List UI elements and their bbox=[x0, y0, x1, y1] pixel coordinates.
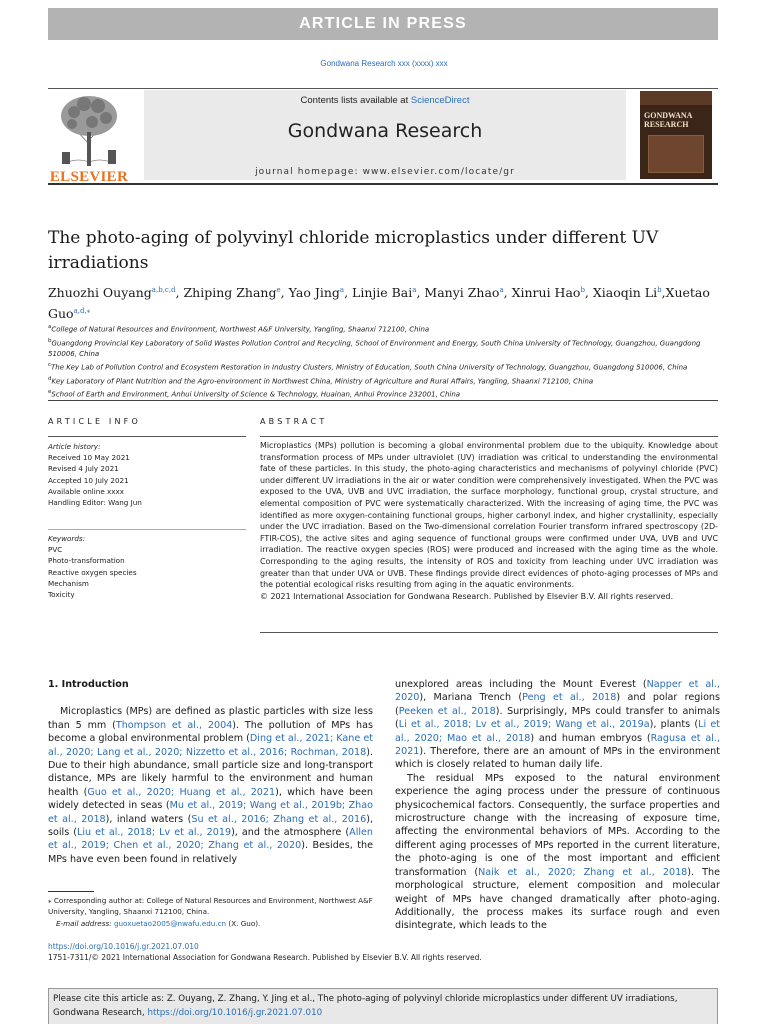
history-list bbox=[48, 452, 248, 508]
masthead-bottom-rule bbox=[48, 183, 718, 185]
citation-link[interactable]: Peeken et al., 2018 bbox=[398, 705, 496, 717]
elsevier-wordmark: ELSEVIER bbox=[49, 169, 129, 185]
affiliation-list bbox=[48, 322, 728, 401]
affiliation-text: School of Earth and Environment, Anhui University of Science & Technology, Huainan, Anhui Province 232001, China bbox=[51, 390, 461, 399]
elsevier-logo[interactable] bbox=[48, 92, 130, 185]
article-title: The photo-aging of polyvinyl chloride microplastics under different UV irradiations bbox=[48, 228, 659, 273]
affiliation-item bbox=[48, 387, 728, 401]
author-affiliation-marker[interactable]: a bbox=[412, 286, 417, 294]
affiliation-item bbox=[48, 374, 728, 388]
intro-paragraph-1-cont bbox=[395, 678, 720, 772]
intro-paragraph-2 bbox=[395, 772, 720, 933]
citation-text: Please cite this article as: Z. Ouyang, Z. Zhang, Y. Jing et al., The photo-aging of polyvinyl chloride microplastics under different UV irradiations, Gondwana Research, bbox=[53, 994, 678, 1018]
history-item: Handling Editor: Wang Jun bbox=[48, 498, 142, 508]
body-text: ), which have been widely detected in seas ( bbox=[48, 786, 373, 812]
contents-prefix: Contents lists available at bbox=[300, 95, 411, 106]
author-affiliation-marker[interactable]: a bbox=[499, 286, 504, 294]
author-name[interactable]: Zhiping Zhang bbox=[183, 285, 277, 301]
article-in-press-banner: ARTICLE IN PRESS bbox=[48, 8, 718, 40]
citation-link[interactable]: Napper et al., 2020 bbox=[395, 679, 720, 704]
abstract-body bbox=[260, 440, 718, 602]
abstract-text: Microplastics (MPs) pollution is becoming a global environmental problem due to the ubiquity. Knowledge about transformation process of MPs under ultraviolet (UV) irradiation was critical to understanding the environmental fate of these particles. In this study, the photo-aging characteristics and mechanisms of polyvinyl chloride (PVC) under different UV irradiations in the air or water condition were comprehensively investigated. When the PVC was exposed to the UVA, UVB and UVC irradiation, the surface morphology, functional group, crystal structure, and elemental composition of PVC were systematically characterized. With the increasing of aging time, the PVC was identified as more oxygen-containing functional groups, higher carbonyl index, and higher crystallinity, especially under the UVC irradiation. Based on the Two-dimensional correlation Fourier transform infrared spectroscopy (2D-FTIR-COS), the active sites and aging sequence of functional groups were confirmed under UVA, UVB and UVC irradiation. The reactive oxygen species (ROS) were produced and increased with the aging time as the whole. Corresponding to the aging results, the intensity of ROS and toxicity from leaching under UVC irradiation was greater than that under UVA or UVB. These findings provide direct evidences of photo-aging processes of MPs and the potential ecological risks resulting from aging in the aquatic environments. bbox=[260, 441, 718, 590]
body-text: ), and the atmosphere ( bbox=[231, 827, 350, 839]
body-text: ). The pollution of MPs has become a global environmental problem ( bbox=[48, 719, 373, 745]
journal-header-box bbox=[144, 90, 626, 180]
body-text: ) and human embryos ( bbox=[530, 732, 651, 744]
body-column-right bbox=[395, 678, 720, 933]
cover-top-strip bbox=[640, 91, 712, 105]
issn-copyright-line: 1751-7311/© 2021 International Association for Gondwana Research. Published by Elsevier B.V. All rights reserved. bbox=[48, 953, 482, 962]
abstract-bottom-rule bbox=[260, 632, 718, 633]
article-info-heading: ARTICLE INFO bbox=[48, 417, 141, 426]
cover-photo bbox=[648, 135, 704, 173]
contents-available-line bbox=[144, 95, 626, 106]
affiliation-marker: e bbox=[48, 389, 52, 396]
citation-link[interactable]: Naik et al., 2020; Zhang et al., 2018 bbox=[478, 866, 688, 878]
abstract-copyright: © 2021 International Association for Gondwana Research. Published by Elsevier B.V. All rights reserved. bbox=[260, 591, 674, 601]
body-text: ) and polar regions ( bbox=[395, 692, 721, 717]
keywords-block bbox=[48, 533, 248, 600]
history-label: Article history: bbox=[48, 442, 101, 451]
author-name[interactable]: Linjie Bai bbox=[352, 285, 413, 301]
journal-title: Gondwana Research bbox=[287, 120, 483, 142]
journal-reference-link[interactable]: Gondwana Research xxx (xxxx) xxx bbox=[320, 59, 448, 68]
body-text: ). Therefore, there are an amount of MPs in the environment which is closely related to human daily life. bbox=[395, 746, 720, 771]
body-text: ). Surprisingly, MPs could transfer to animals ( bbox=[395, 705, 720, 731]
body-text: ), plants ( bbox=[649, 719, 699, 731]
keywords-rule bbox=[48, 529, 246, 530]
abstract-rule bbox=[260, 436, 718, 437]
citation-link[interactable]: Liu et al., 2018; Lv et al., 2019 bbox=[76, 827, 232, 839]
body-text: ), inland waters ( bbox=[105, 813, 192, 825]
author-separator: , bbox=[661, 285, 666, 301]
email-line bbox=[48, 918, 378, 929]
cover-title-text: GONDWANA RESEARCH bbox=[644, 111, 693, 129]
history-item: Revised 4 July 2021 bbox=[48, 464, 119, 474]
affiliation-marker: d bbox=[48, 375, 52, 382]
body-text: Microplastics (MPs) are defined as plastic particles with size less than 5 mm ( bbox=[48, 706, 373, 731]
author-separator: , bbox=[344, 285, 353, 301]
citation-link[interactable]: Ding et al., 2021; Kane et al., 2020; Lang et al., 2020; Nizzetto et al., 2016; Rochman, 2018 bbox=[48, 733, 373, 758]
affiliation-item bbox=[48, 336, 728, 361]
affiliation-text: Guangdong Provincial Key Laboratory of Solid Wastes Pollution Control and Recycling, School of Environment and Energy, South China University of Technology, Guangzhou, Guangdong 510006, China bbox=[48, 338, 701, 359]
body-text: ). Due to their high abundance, small particle size and long-transport distance, MPs are likely harmful to the environment and human health ( bbox=[48, 746, 373, 798]
journal-cover-image[interactable] bbox=[640, 91, 712, 179]
abstract-heading: ABSTRACT bbox=[260, 417, 328, 426]
author-affiliation-marker[interactable]: a,d,⁎ bbox=[73, 307, 91, 316]
history-item: Available online xxxx bbox=[48, 486, 125, 496]
author-name[interactable]: Xuetao Guo bbox=[48, 285, 710, 322]
history-item: Received 10 May 2021 bbox=[48, 453, 130, 463]
author-list bbox=[48, 281, 728, 323]
author-affiliation-marker[interactable]: a,b,c,d bbox=[151, 286, 176, 294]
affiliation-text: Key Laboratory of Plant Nutrition and the Agro-environment in Northwest China, Ministry of Agriculture and Rural Affairs, Yangling, Shaanxi 712100, China bbox=[51, 377, 594, 386]
affiliation-text: College of Natural Resources and Environment, Northwest A&F University, Yangling, Shaanxi 712100, China bbox=[51, 325, 430, 334]
body-text: ). The morphological structure, element composition and molecular weight of MPs have changed dramatically after photo-aging. Additionally, the process makes its surface rough and even disintegrate, which leads to the bbox=[395, 866, 720, 932]
author-name[interactable]: Xiaoqin Li bbox=[592, 285, 658, 301]
author-name[interactable]: Xinrui Hao bbox=[511, 285, 581, 301]
citation-link[interactable]: Li et al., 2018; Lv et al., 2019; Wang et al., 2019a bbox=[398, 719, 650, 731]
affiliation-item bbox=[48, 360, 728, 374]
citation-link[interactable]: Peng et al., 2018 bbox=[522, 692, 617, 704]
article-info-rule bbox=[48, 436, 246, 437]
header-divider bbox=[48, 400, 718, 401]
author-separator: , bbox=[584, 285, 593, 301]
author-separator: , bbox=[416, 285, 425, 301]
affiliation-marker: a bbox=[48, 324, 52, 330]
keywords-list bbox=[48, 544, 248, 600]
email-label: E-mail address: bbox=[56, 918, 112, 928]
citation-link[interactable]: Allen et al., 2019; Chen et al., 2020; Zhang et al., 2020 bbox=[48, 827, 374, 852]
journal-masthead bbox=[48, 88, 718, 184]
citation-link[interactable]: Thompson et al., 2004 bbox=[115, 719, 233, 731]
citation-link[interactable]: Guo et al., 2020; Huang et al., 2021 bbox=[87, 786, 276, 798]
keyword-item: Photo-transformation bbox=[48, 556, 125, 566]
author-separator: , bbox=[175, 285, 184, 301]
affiliation-item bbox=[48, 322, 728, 336]
citation-doi-link[interactable]: https://doi.org/10.1016/j.gr.2021.07.010 bbox=[147, 1007, 323, 1018]
author-affiliation-marker[interactable]: b bbox=[580, 286, 585, 294]
citation-box bbox=[48, 988, 718, 1024]
author-affiliation-marker[interactable]: b bbox=[657, 286, 662, 294]
body-text: unexplored areas including the Mount Everest ( bbox=[395, 679, 647, 690]
keyword-item: Mechanism bbox=[48, 578, 89, 588]
intro-paragraph-1 bbox=[48, 705, 373, 866]
journal-homepage[interactable]: journal homepage: www.elsevier.com/locate/gr bbox=[255, 167, 515, 177]
footnote-rule bbox=[48, 891, 94, 892]
author-name[interactable]: Manyi Zhao bbox=[424, 285, 500, 301]
section-heading-introduction: 1. Introduction bbox=[48, 679, 129, 690]
author-separator: , bbox=[503, 285, 512, 301]
author-affiliation-marker[interactable]: e bbox=[276, 286, 281, 294]
keyword-item: Reactive oxygen species bbox=[48, 567, 137, 577]
body-column-left bbox=[48, 678, 373, 866]
author-name[interactable]: Zhuozhi Ouyang bbox=[48, 285, 152, 301]
affiliation-marker: c bbox=[48, 362, 52, 369]
corresponding-author-text: ⁎ Corresponding author at: College of Natural Resources and Environment, Northwest A&F University, Yangling, Shaanxi 712100, China. bbox=[48, 896, 373, 917]
citation-link[interactable]: Li et al., 2020; Mao et al., 2018 bbox=[395, 719, 720, 744]
body-text: ), soils ( bbox=[48, 813, 373, 839]
article-history bbox=[48, 441, 248, 508]
email-link[interactable]: guoxuetao2005@nwafu.edu.cn bbox=[113, 918, 227, 928]
elsevier-tree-icon bbox=[48, 92, 130, 168]
author-name[interactable]: Yao Jing bbox=[288, 285, 340, 301]
citation-link[interactable]: Mu et al., 2019; Wang et al., 2019b; Zhao et al., 2018 bbox=[48, 800, 373, 825]
history-item: Accepted 10 July 2021 bbox=[48, 475, 129, 485]
doi-link[interactable]: https://doi.org/10.1016/j.gr.2021.07.010 bbox=[48, 942, 199, 951]
affiliation-marker: b bbox=[48, 337, 52, 344]
body-text: ), Mariana Trench ( bbox=[419, 692, 523, 704]
author-separator: , bbox=[280, 285, 289, 301]
citation-link[interactable]: Ragusa et al., 2021 bbox=[395, 732, 720, 758]
keyword-item: PVC bbox=[48, 545, 63, 555]
keyword-item: Toxicity bbox=[48, 590, 75, 600]
author-affiliation-marker[interactable]: a bbox=[339, 286, 345, 294]
citation-link[interactable]: Su et al., 2016; Zhang et al., 2016 bbox=[191, 813, 367, 825]
keywords-label: Keywords: bbox=[48, 534, 86, 543]
corresponding-author-footnote bbox=[48, 895, 378, 929]
email-suffix: (X. Guo). bbox=[226, 918, 261, 928]
body-text: The residual MPs exposed to the natural environment experience the aging process under the pressure of continuous physicochemical factors. Consequently, the surface properties and microstructure change with the increasing of exposure time, affecting the environmental behaviors of MPs. According to the different aging processes of MPs reported in the current literature, the photo-aging is one of the most important and efficient transformation ( bbox=[395, 772, 720, 878]
body-text: ). Besides, the MPs have even been found in relatively bbox=[48, 840, 374, 865]
affiliation-text: The Key Lab of Pollution Control and Ecosystem Restoration in Industry Clusters, Ministry of Education, South China University of Technology, Guangzhou, Guangdong 510006, China bbox=[51, 363, 688, 372]
sciencedirect-link[interactable]: ScienceDirect bbox=[410, 95, 470, 106]
masthead-top-rule bbox=[48, 88, 718, 89]
